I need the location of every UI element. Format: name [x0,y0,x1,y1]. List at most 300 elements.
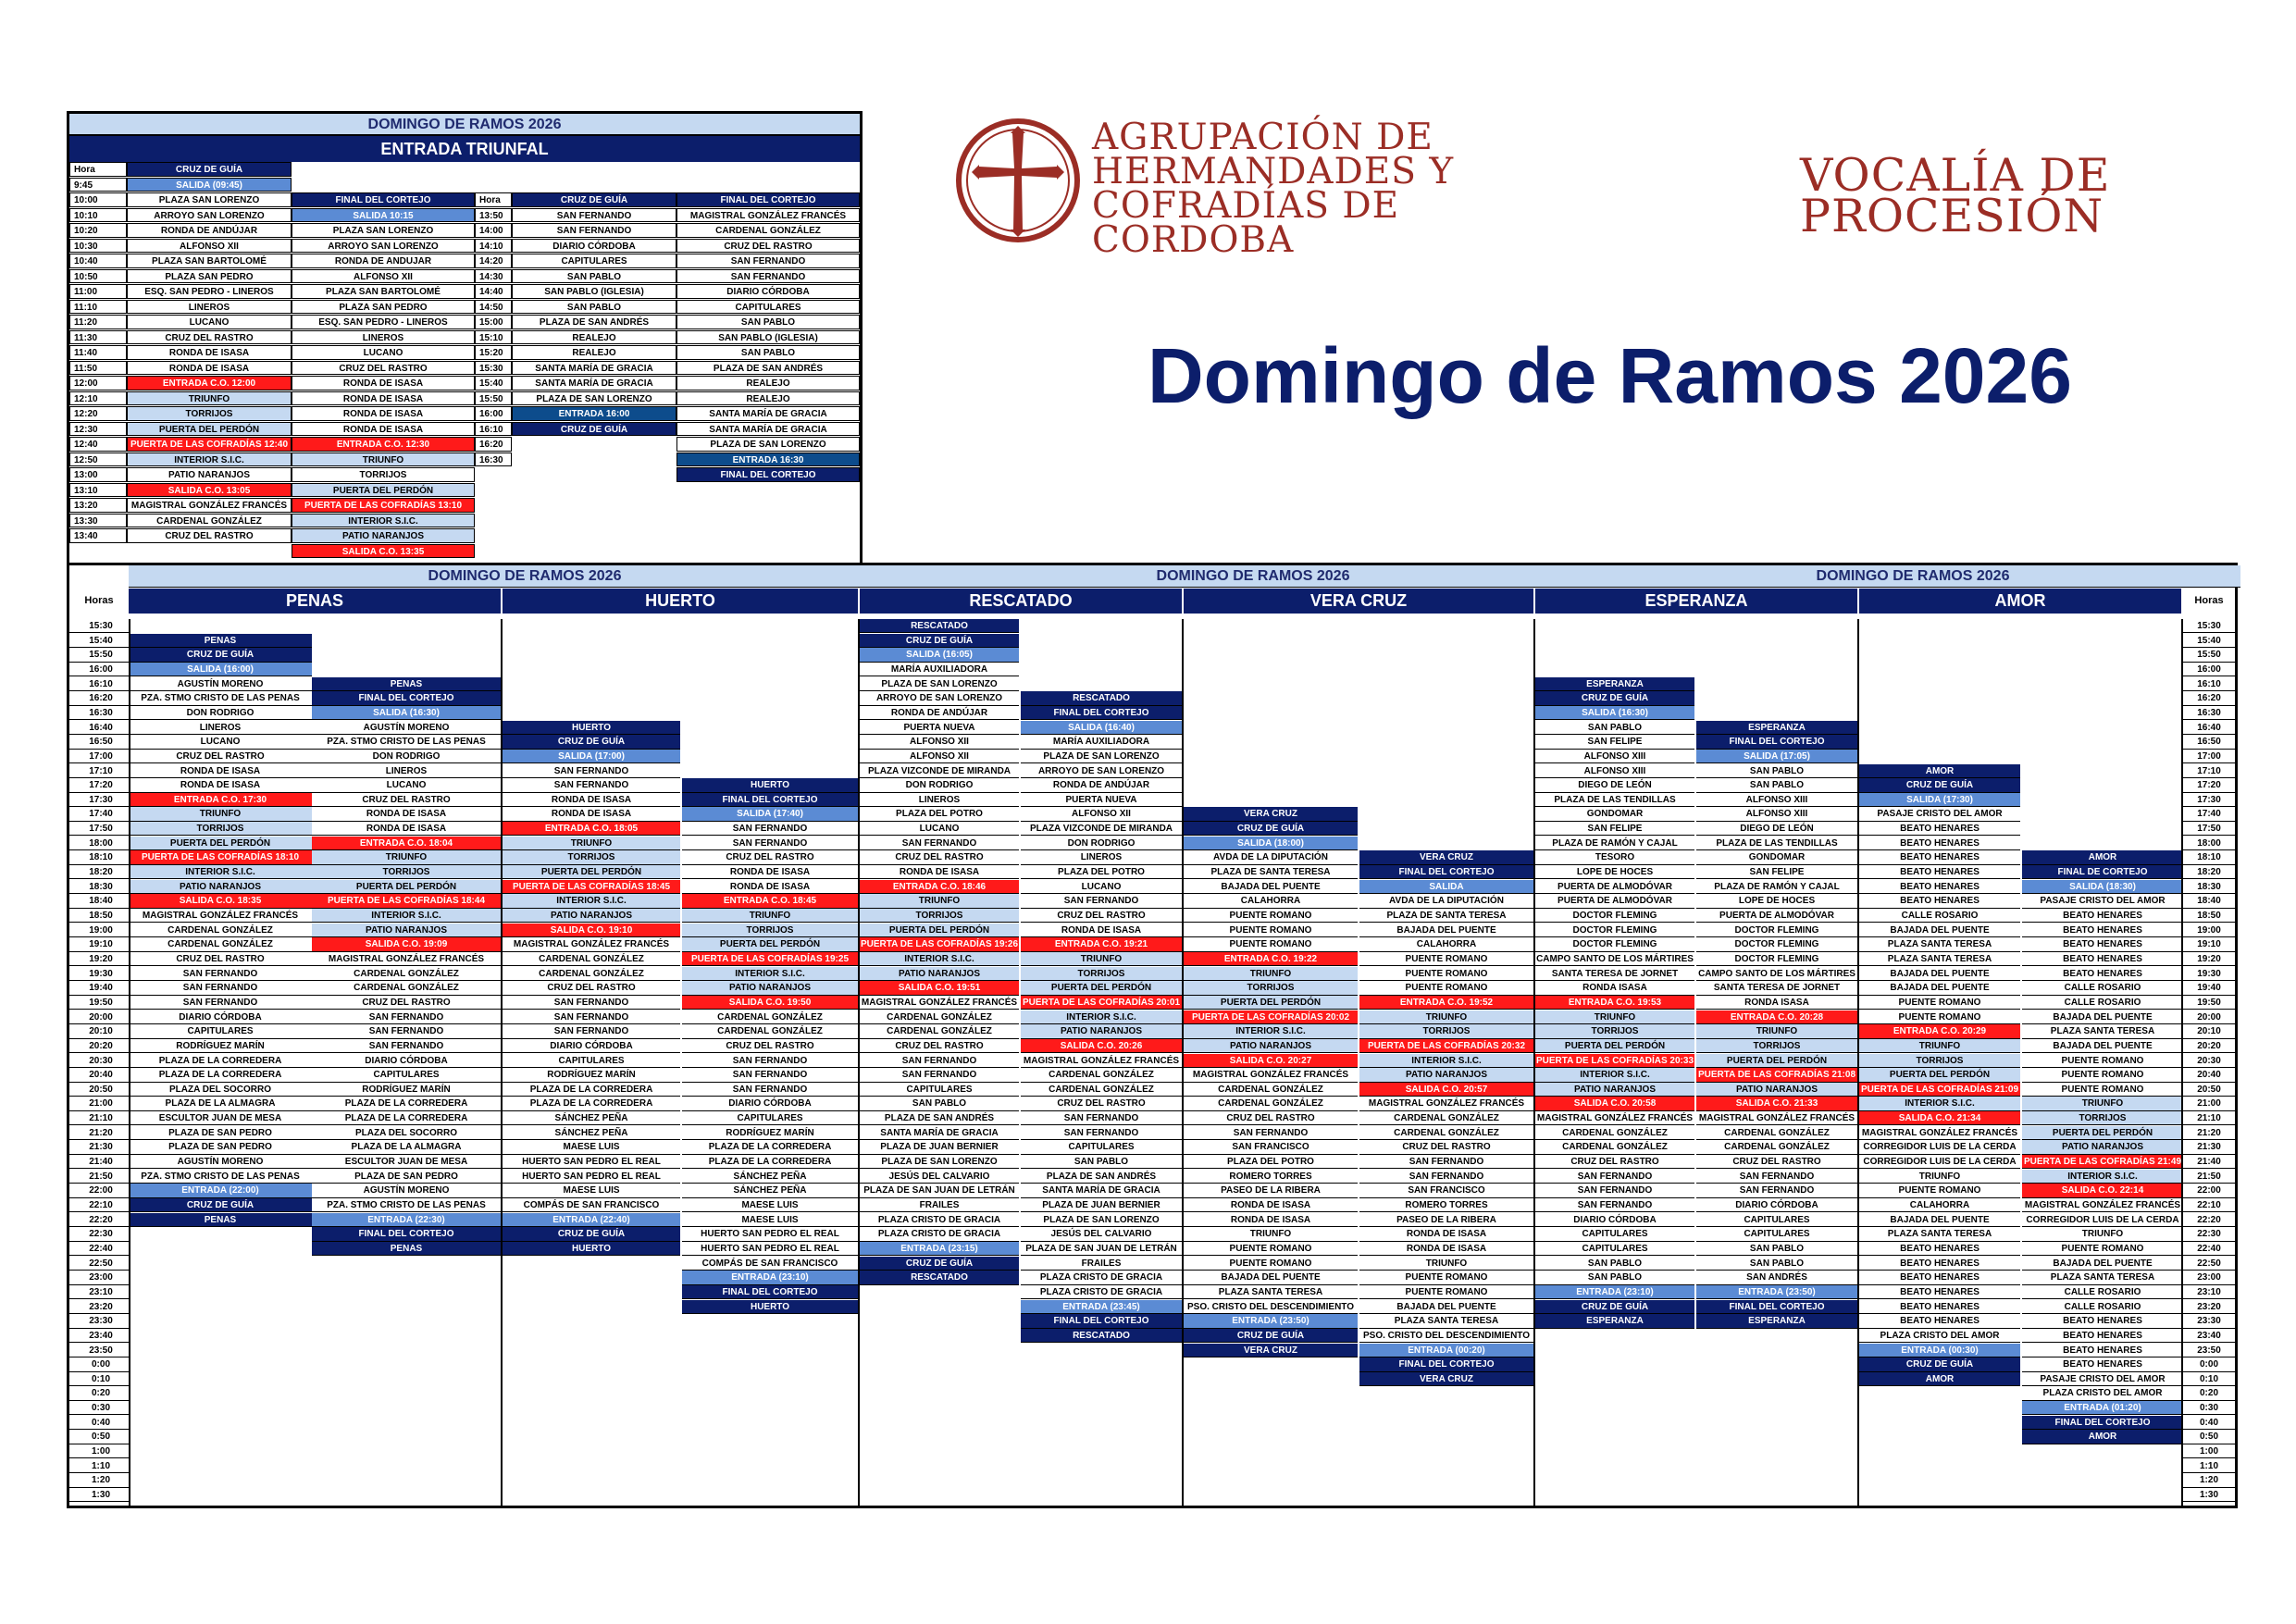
schedule-cell: RONDA DE ISASA [292,422,475,437]
hour-cell: 0:10 [69,1372,129,1386]
schedule-cell: SAN FERNANDO [682,837,858,850]
schedule-cell: PLAZA DEL POTRO [1021,865,1182,879]
schedule-cell: HUERTO [503,721,680,735]
schedule-cell: CRUZ DE GUÍA [129,648,312,662]
hour-cell: 22:40 [2183,1242,2235,1256]
schedule-cell: RONDA DE ISASA [503,807,680,821]
schedule-cell: PASAJE CRISTO DEL AMOR [2022,894,2183,908]
schedule-cell: ENTRADA (23:10) [1535,1285,1694,1299]
schedule-cell: CAMPO SANTO DE LOS MÁRTIRES [1535,952,1694,966]
schedule-cell: CAPITULARES [512,254,676,268]
schedule-cell: BAJADA DEL PUENTE [1859,1213,2020,1227]
schedule-cell: CAPITULARES [312,1068,501,1082]
schedule-cell: SALIDA C.O. 19:50 [682,996,858,1010]
schedule-cell: PLAZA DE LAS TENDILLAS [1535,793,1694,807]
hour-cell: 21:30 [69,1140,129,1154]
schedule-cell: CALLE ROSARIO [2022,1300,2183,1314]
schedule-cell: SAN FELIPE [1535,822,1694,836]
schedule-cell: ENTRADA (00:20) [1359,1344,1533,1357]
hour-cell: 15:40 [2183,634,2235,648]
top-table-grid [69,162,860,565]
schedule-cell: CAPITULARES [676,300,860,315]
schedule-cell: LINEROS [292,330,475,345]
hour-cell: 19:00 [2183,924,2235,937]
schedule-cell: CARDENAL GONZÁLEZ [1184,1097,1358,1110]
schedule-cell: ESPERANZA [1535,677,1694,691]
schedule-cell: DIARIO CÓRDOBA [682,1097,858,1110]
schedule-cell: PLAZA CRISTO DE GRACIA [1021,1285,1182,1299]
schedule-cell: SALIDA (18:30) [2022,880,2183,894]
schedule-cell: BAJADA DEL PUENTE [1184,1271,1358,1284]
schedule-cell: ENTRADA (22:00) [129,1184,312,1197]
schedule-cell: FINAL DEL CORTEJO [1696,1300,1857,1314]
schedule-cell: PUERTA DEL PERDÓN [127,422,292,437]
hour-cell: 23:20 [2183,1300,2235,1314]
schedule-cell: SAN FERNANDO [1359,1170,1533,1184]
schedule-cell: ENTRADA C.O. 12:30 [292,437,475,452]
schedule-cell: PUENTE ROMANO [1859,1010,2020,1024]
schedule-cell: PENAS [312,1242,501,1256]
schedule-cell: DOCTOR FLEMING [1535,924,1694,937]
column-divider [1533,619,1535,1506]
schedule-cell: PLAZA DE SAN PEDRO [129,1140,312,1154]
schedule-cell: PUENTE ROMANO [1359,967,1533,981]
hour-cell: 18:20 [2183,865,2235,879]
schedule-cell: MAESE LUIS [503,1140,680,1154]
schedule-cell: DON RODRIGO [1021,837,1182,850]
schedule-cell: TRIUNFO [1021,952,1182,966]
cruz-de-guia-header: CRUZ DE GUÍA [127,162,292,177]
schedule-cell: MAGISTRAL GONZÁLEZ FRANCÉS [129,909,312,923]
schedule-cell: ALFONSO XII [127,239,292,254]
schedule-cell: SAN PABLO (IGLESIA) [676,330,860,345]
schedule-cell: MAESE LUIS [682,1198,858,1212]
schedule-cell: BEATO HENARES [2022,909,2183,923]
schedule-cell: PUERTA DEL PERDÓN [503,865,680,879]
schedule-cell: SAN FERNANDO [312,1010,501,1024]
schedule-cell: RONDA DE ANDÚJAR [127,223,292,238]
hora-header: Hora [475,192,512,207]
schedule-cell: SAN PABLO [676,345,860,360]
hour-cell: 22:40 [69,1242,129,1256]
schedule-cell: PUENTE ROMANO [2022,1242,2183,1256]
schedule-cell: RONDA DE ISASA [1359,1227,1533,1241]
schedule-cell: DOCTOR FLEMING [1696,937,1857,951]
schedule-cell: CALAHORRA [1859,1198,2020,1212]
hour-cell: 22:10 [2183,1198,2235,1212]
schedule-cell: SAN FERNANDO [1535,1198,1694,1212]
schedule-cell: RONDA DE ISASA [503,793,680,807]
schedule-cell: SAN FRANCISCO [1184,1140,1358,1154]
hour-cell: 11:00 [69,284,127,299]
hour-cell: 15:30 [2183,619,2235,633]
schedule-cell: PLAZA DE SAN JUAN DE LETRÁN [860,1184,1019,1197]
schedule-cell: TRIUNFO [2022,1227,2183,1241]
schedule-cell: CAPITULARES [1696,1227,1857,1241]
schedule-cell: HUERTO [682,778,858,792]
schedule-cell: SANTA MARÍA DE GRACIA [676,422,860,437]
schedule-cell: PENAS [129,1213,312,1227]
schedule-cell: RESCATADO [1021,691,1182,705]
hour-cell: 15:00 [475,315,512,329]
hour-cell: 18:00 [69,837,129,850]
schedule-cell: BEATO HENARES [1859,822,2020,836]
schedule-cell: SAN FERNANDO [1184,1126,1358,1140]
hour-cell: 14:20 [475,254,512,268]
schedule-cell: BEATO HENARES [1859,850,2020,864]
schedule-cell: HUERTO SAN PEDRO EL REAL [682,1227,858,1241]
schedule-cell: FINAL DEL CORTEJO [292,192,475,207]
schedule-cell: PUERTA DE LAS COFRADÍAS 21:08 [1696,1068,1857,1082]
schedule-cell: CARDENAL GONZÁLEZ [860,1024,1019,1038]
hour-cell: 11:20 [69,315,127,329]
schedule-cell: PLAZA CRISTO DE GRACIA [860,1227,1019,1241]
schedule-cell: SAN FERNANDO [312,1024,501,1038]
schedule-cell: PATIO NARANJOS [127,467,292,482]
schedule-cell: INTERIOR S.I.C. [1021,1010,1182,1024]
schedule-cell: ESCULTOR JUAN DE MESA [129,1111,312,1125]
schedule-cell: PUERTA DEL PERDÓN [682,937,858,951]
schedule-cell: ALFONSO XII [860,750,1019,763]
schedule-cell: ROMERO TORRES [1184,1170,1358,1184]
hour-cell: 20:50 [2183,1083,2235,1097]
hour-cell: 0:40 [69,1416,129,1430]
schedule-cell: TRIUNFO [1535,1010,1694,1024]
schedule-cell: CARDENAL GONZÁLEZ [1359,1126,1533,1140]
schedule-cell: SANTA MARÍA DE GRACIA [1021,1184,1182,1197]
hour-cell: 20:40 [69,1068,129,1082]
schedule-cell: CARDENAL GONZÁLEZ [127,514,292,528]
schedule-cell: JESÚS DEL CALVARIO [1021,1227,1182,1241]
schedule-cell: CARDENAL GONZÁLEZ [682,1010,858,1024]
schedule-cell: BEATO HENARES [1859,837,2020,850]
schedule-cell: SAN PABLO [1535,1257,1694,1271]
schedule-cell: CRUZ DE GUÍA [1859,1357,2020,1371]
schedule-cell: LUCANO [292,345,475,360]
schedule-cell: TRIUNFO [1859,1170,2020,1184]
schedule-cell: INTERIOR S.I.C. [127,452,292,467]
schedule-cell: PUERTA DE LAS COFRADÍAS 19:26 [860,937,1019,951]
hour-cell: 15:10 [475,330,512,345]
schedule-cell: SALIDA C.O. 18:35 [129,894,312,908]
schedule-cell: PENAS [312,677,501,691]
schedule-cell: CRUZ DE GUÍA [503,735,680,749]
schedule-cell: PLAZA SAN PEDRO [292,300,475,315]
schedule-cell: PATIO NARANJOS [682,981,858,995]
schedule-cell: PATIO NARANJOS [1696,1083,1857,1097]
schedule-cell: MAGISTRAL GONZÁLEZ FRANCÉS [127,498,292,513]
schedule-cell: CORREGIDOR LUIS DE LA CERDA [1859,1140,2020,1154]
hour-cell: 0:20 [2183,1386,2235,1400]
schedule-cell: CRUZ DE GUÍA [1184,822,1358,836]
brotherhood-header-vera-cruz: VERA CRUZ [1184,589,1533,614]
hour-cell: 17:30 [69,793,129,807]
schedule-cell: ENTRADA 16:00 [512,406,676,421]
hour-cell: 22:30 [2183,1227,2235,1241]
schedule-cell: MAGISTRAL GONZÁLEZ FRANCÉS [312,952,501,966]
hour-cell: 14:30 [475,269,512,284]
hour-cell: 19:10 [2183,937,2235,951]
schedule-cell: BEATO HENARES [1859,1257,2020,1271]
schedule-cell: VERA CRUZ [1184,807,1358,821]
hour-cell: 20:30 [69,1054,129,1068]
schedule-cell: RONDA DE ISASA [292,376,475,391]
schedule-cell: ARROYO DE SAN LORENZO [860,691,1019,705]
schedule-cell: SAN PABLO (IGLESIA) [512,284,676,299]
hour-cell: 21:30 [2183,1140,2235,1154]
schedule-cell: PUENTE ROMANO [1859,996,2020,1010]
hour-cell: 16:40 [2183,721,2235,735]
schedule-cell: SALIDA (17:30) [1859,793,2020,807]
hour-cell: 15:50 [2183,648,2235,662]
hour-cell: 22:50 [69,1257,129,1271]
schedule-cell: ROMERO TORRES [1359,1198,1533,1212]
vocalia-line-2: PROCESIÓN [1800,190,2104,242]
schedule-cell: CORREGIDOR LUIS DE LA CERDA [2022,1213,2183,1227]
schedule-cell: AMOR [2022,1430,2183,1444]
schedule-cell: SAN FERNANDO [1696,1184,1857,1197]
hour-cell: 15:50 [475,391,512,406]
schedule-cell: ENTRADA (23:50) [1184,1314,1358,1328]
schedule-cell: FINAL DEL CORTEJO [312,1227,501,1241]
hour-cell: 18:40 [69,894,129,908]
schedule-cell: SAN PABLO [1535,1271,1694,1284]
hour-cell: 19:00 [69,924,129,937]
schedule-cell: INTERIOR S.I.C. [1359,1054,1533,1068]
hour-cell: 16:30 [69,706,129,720]
hour-cell: 0:40 [2183,1416,2235,1430]
schedule-cell: SAN FERNANDO [682,1068,858,1082]
hour-cell: 13:50 [475,208,512,223]
schedule-cell: ENTRADA C.O. 18:45 [682,894,858,908]
hour-cell: 0:20 [69,1386,129,1400]
schedule-cell: SALIDA C.O. 21:33 [1696,1097,1857,1110]
schedule-cell: CRUZ DE GUÍA [1184,1329,1358,1343]
schedule-cell: PUERTA DE LAS COFRADÍAS 20:33 [1535,1054,1694,1068]
schedule-cell: PUERTA DEL PERDÓN [312,880,501,894]
hour-cell: 10:30 [69,239,127,254]
schedule-cell: RONDA DE ISASA [312,822,501,836]
hour-cell: 16:10 [2183,677,2235,691]
schedule-cell: MAGISTRAL GONZÁLEZ FRANCÉS [860,996,1019,1010]
schedule-cell: HUERTO [682,1300,858,1314]
column-divider [501,619,503,1506]
hour-cell: 20:10 [69,1024,129,1038]
schedule-cell: SAN FERNANDO [512,223,676,238]
schedule-cell: CAPITULARES [1535,1242,1694,1256]
schedule-cell: TORRIJOS [292,467,475,482]
schedule-cell: MAGISTRAL GONZÁLEZ FRANCÉS [1359,1097,1533,1110]
schedule-cell: PLAZA DE SAN PEDRO [312,1170,501,1184]
schedule-cell: SANTA MARÍA DE GRACIA [676,406,860,421]
schedule-cell: PASEO DE LA RIBERA [1184,1184,1358,1197]
schedule-cell: SAN FERNANDO [1359,1155,1533,1169]
hour-cell: 21:50 [69,1170,129,1184]
schedule-cell: SAN FERNANDO [312,1039,501,1053]
schedule-cell: ENTRADA C.O. 20:29 [1859,1024,2020,1038]
schedule-cell: COMPÁS DE SAN FRANCISCO [503,1198,680,1212]
schedule-cell: ENTRADA C.O. 12:00 [127,376,292,391]
hour-cell: 18:00 [2183,837,2235,850]
schedule-cell: SALIDA C.O. 19:10 [503,924,680,937]
schedule-cell: ENTRADA C.O. 18:04 [312,837,501,850]
column-divider [858,619,860,1506]
schedule-cell: RONDA DE ISASA [127,345,292,360]
schedule-cell: SALIDA (16:30) [1535,706,1694,720]
hour-cell: 16:00 [69,663,129,676]
schedule-cell: RONDA DE ISASA [682,865,858,879]
hour-cell: 10:00 [69,192,127,207]
schedule-cell: SALIDA (16:00) [129,663,312,676]
hour-cell: 12:10 [69,391,127,406]
schedule-cell: RODRÍGUEZ MARÍN [129,1039,312,1053]
schedule-cell: TRIUNFO [503,837,680,850]
schedule-cell: SALIDA (16:30) [312,706,501,720]
schedule-cell: PLAZA DE LA CORREDERA [503,1097,680,1110]
schedule-cell: SALIDA C.O. 19:09 [312,937,501,951]
schedule-cell: SANTA MARÍA DE GRACIA [512,361,676,376]
schedule-cell: MAESE LUIS [503,1184,680,1197]
schedule-cell: SAN PABLO [1696,1257,1857,1271]
schedule-cell: PLAZA DE LA ALMAGRA [312,1140,501,1154]
schedule-cell: INTERIOR S.I.C. [860,952,1019,966]
schedule-cell: PATIO NARANJOS [1535,1083,1694,1097]
schedule-cell: MAGISTRAL GONZÁLEZ FRANCÉS [676,208,860,223]
schedule-cell: CRUZ DE GUÍA [1535,1300,1694,1314]
schedule-cell: CRUZ DEL RASTRO [503,981,680,995]
schedule-cell: INTERIOR S.I.C. [1859,1097,2020,1110]
schedule-cell: CALLE ROSARIO [2022,996,2183,1010]
hour-cell: 23:10 [69,1285,129,1299]
schedule-cell: CARDENAL GONZÁLEZ [682,1024,858,1038]
schedule-cell: CRUZ DEL RASTRO [129,750,312,763]
schedule-cell: PUENTE ROMANO [1184,909,1358,923]
schedule-cell: ENTRADA (23:45) [1021,1300,1182,1314]
schedule-cell: ARROYO DE SAN LORENZO [1021,764,1182,778]
schedule-cell: BEATO HENARES [2022,1344,2183,1357]
schedule-cell: ESCULTOR JUAN DE MESA [312,1155,501,1169]
hour-cell: 0:10 [2183,1372,2235,1386]
schedule-cell: SAN FERNANDO [1021,1111,1182,1125]
schedule-cell: RONDA DE ISASA [292,391,475,406]
hour-cell: 23:00 [2183,1271,2235,1284]
horas-header-right: Horas [2183,589,2235,614]
schedule-cell: CORREGIDOR LUIS DE LA CERDA [1859,1155,2020,1169]
hour-cell: 10:10 [69,208,127,223]
schedule-cell: PLAZA DE LA CORREDERA [682,1155,858,1169]
schedule-cell: TORRIJOS [129,822,312,836]
hour-cell: 22:50 [2183,1257,2235,1271]
schedule-cell: LUCANO [860,822,1019,836]
hour-cell: 18:10 [2183,850,2235,864]
schedule-cell: RONDA DE ISASA [860,865,1019,879]
brotherhood-header-amor: AMOR [1859,589,2181,614]
schedule-cell: SANTA MARÍA DE GRACIA [512,376,676,391]
horas-header-left: Horas [69,589,129,614]
schedule-cell: ESQ. SAN PEDRO - LINEROS [292,315,475,329]
schedule-cell: RONDA ISASA [1535,981,1694,995]
schedule-cell: ENTRADA C.O. 20:28 [1696,1010,1857,1024]
schedule-cell: TORRIJOS [1359,1024,1533,1038]
hour-cell: 11:40 [69,345,127,360]
schedule-cell: CAMPO SANTO DE LOS MÁRTIRES [1696,967,1857,981]
schedule-cell: PUENTE ROMANO [1359,981,1533,995]
schedule-cell: DIARIO CÓRDOBA [1696,1198,1857,1212]
schedule-cell: RONDA DE ISASA [682,880,858,894]
schedule-cell: PLAZA DE LA CORREDERA [503,1083,680,1097]
schedule-cell: PLAZA DE JUAN BERNIER [860,1140,1019,1154]
schedule-cell: MAGISTRAL GONZÁLEZ FRANCÉS [2022,1198,2183,1212]
hour-cell: 16:30 [475,452,512,467]
schedule-cell: FRAILES [1021,1257,1182,1271]
schedule-cell: RONDA DE ISASA [292,406,475,421]
schedule-cell: CRUZ DEL RASTRO [682,850,858,864]
schedule-cell: PLAZA SANTA TERESA [2022,1024,2183,1038]
schedule-cell: DIEGO DE LEÓN [1535,778,1694,792]
schedule-cell: ALFONSO XIII [1696,807,1857,821]
schedule-cell: SALIDA C.O. 13:35 [292,544,475,559]
schedule-cell: CRUZ DEL RASTRO [292,361,475,376]
schedule-cell: PATIO NARANJOS [1359,1068,1533,1082]
hour-cell: 1:10 [69,1459,129,1473]
schedule-cell: FINAL DEL CORTEJO [1021,706,1182,720]
hour-cell: 18:20 [69,865,129,879]
schedule-cell: PLAZA DE LA ALMAGRA [129,1097,312,1110]
schedule-cell: SALIDA C.O. 20:26 [1021,1039,1182,1053]
schedule-cell: CARDENAL GONZÁLEZ [129,924,312,937]
schedule-cell: PATIO NARANJOS [1184,1039,1358,1053]
hour-cell: 15:40 [69,634,129,648]
schedule-cell: TRIUNFO [292,452,475,467]
column-divider [1182,619,1184,1506]
schedule-cell: INTERIOR S.I.C. [129,865,312,879]
procession-schedule-table [67,563,2238,1508]
schedule-cell: ENTRADA C.O. 19:52 [1359,996,1533,1010]
schedule-cell: LUCANO [1021,880,1182,894]
hour-cell: 15:30 [69,619,129,633]
schedule-cell: TRIUNFO [1359,1010,1533,1024]
schedule-cell: PLAZA SANTA TERESA [1359,1314,1533,1328]
schedule-cell: PATIO NARANJOS [860,967,1019,981]
hour-cell: 23:00 [69,1271,129,1284]
hour-cell: 19:40 [69,981,129,995]
schedule-cell: RESCATADO [860,1271,1019,1284]
schedule-cell: RONDA DE ANDÚJAR [1021,778,1182,792]
schedule-cell: LINEROS [860,793,1019,807]
hour-cell: 20:40 [2183,1068,2235,1082]
schedule-cell: CALLE ROSARIO [2022,1285,2183,1299]
hour-cell: 23:20 [69,1300,129,1314]
hour-cell: 22:30 [69,1227,129,1241]
hour-cell: 10:20 [69,223,127,238]
schedule-cell: CALAHORRA [1184,894,1358,908]
schedule-cell: PLAZA DE SANTA TERESA [1359,909,1533,923]
schedule-cell: PUERTA DE ALMODÓVAR [1535,880,1694,894]
group-title-2: DOMINGO DE RAMOS 2026 [921,565,1585,588]
schedule-cell: CRUZ DE GUÍA [512,422,676,437]
hour-cell: 22:20 [69,1213,129,1227]
schedule-cell: AMOR [1859,764,2020,778]
schedule-cell: BEATO HENARES [2022,1357,2183,1371]
schedule-cell: PUERTA DE LAS COFRADÍAS 20:01 [1021,996,1182,1010]
schedule-cell: VERA CRUZ [1359,1372,1533,1386]
schedule-cell: PUERTA DEL PERDÓN [1021,981,1182,995]
hour-cell: 11:10 [69,300,127,315]
schedule-cell: REALEJO [512,345,676,360]
schedule-cell: CRUZ DEL RASTRO [1021,909,1182,923]
schedule-cell: SALIDA C.O. 19:51 [860,981,1019,995]
schedule-cell: INTERIOR S.I.C. [1535,1068,1694,1082]
